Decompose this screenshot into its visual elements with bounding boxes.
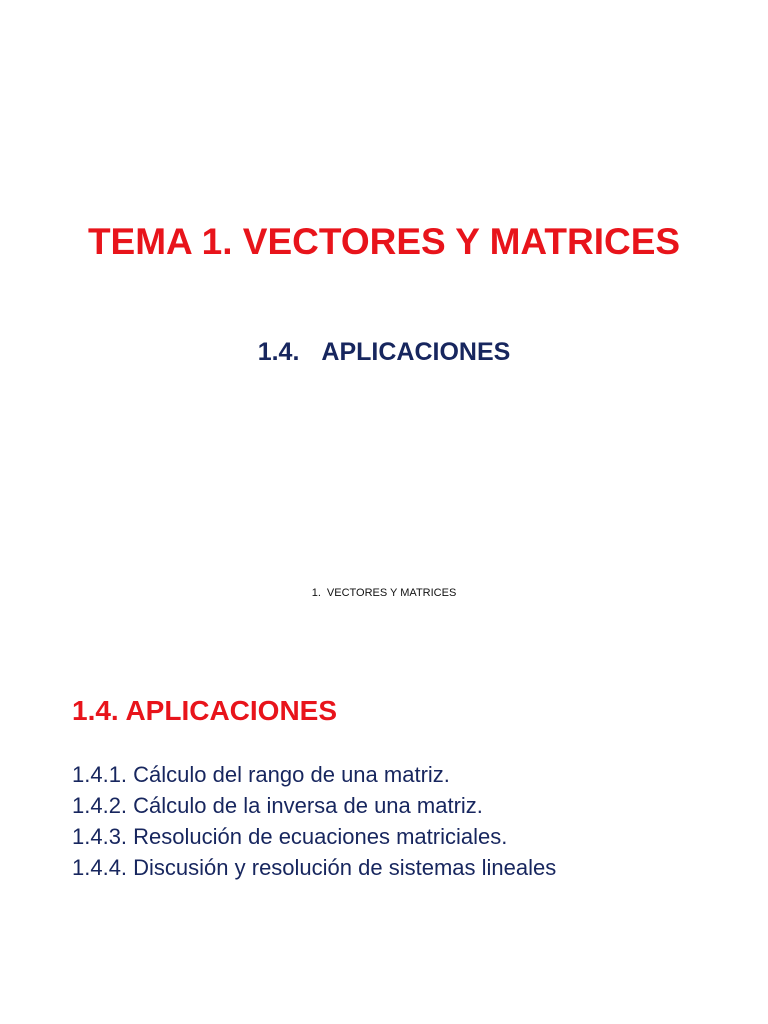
- subtitle-number: 1.4.: [257, 338, 300, 366]
- header-text: VECTORES Y MATRICES: [326, 587, 457, 599]
- slide-header: [0, 585, 768, 601]
- list-item: 1.4.2. Cálculo de la inversa de una matriz.: [72, 793, 483, 818]
- topic-list: [72, 759, 556, 883]
- list-item: 1.4.3. Resolución de ecuaciones matriciales.: [72, 824, 508, 849]
- section-heading: 1.4. APLICACIONES: [72, 695, 338, 726]
- subtitle-text: APLICACIONES: [321, 338, 511, 366]
- header-number: 1.: [311, 587, 321, 599]
- list-item: 1.4.4. Discusión y resolución de sistemas lineales: [72, 855, 557, 880]
- list-item: 1.4.1. Cálculo del rango de una matriz.: [72, 762, 450, 787]
- slide-subtitle: [0, 335, 768, 369]
- slide-title: TEMA 1. VECTORES Y MATRICES: [87, 221, 681, 262]
